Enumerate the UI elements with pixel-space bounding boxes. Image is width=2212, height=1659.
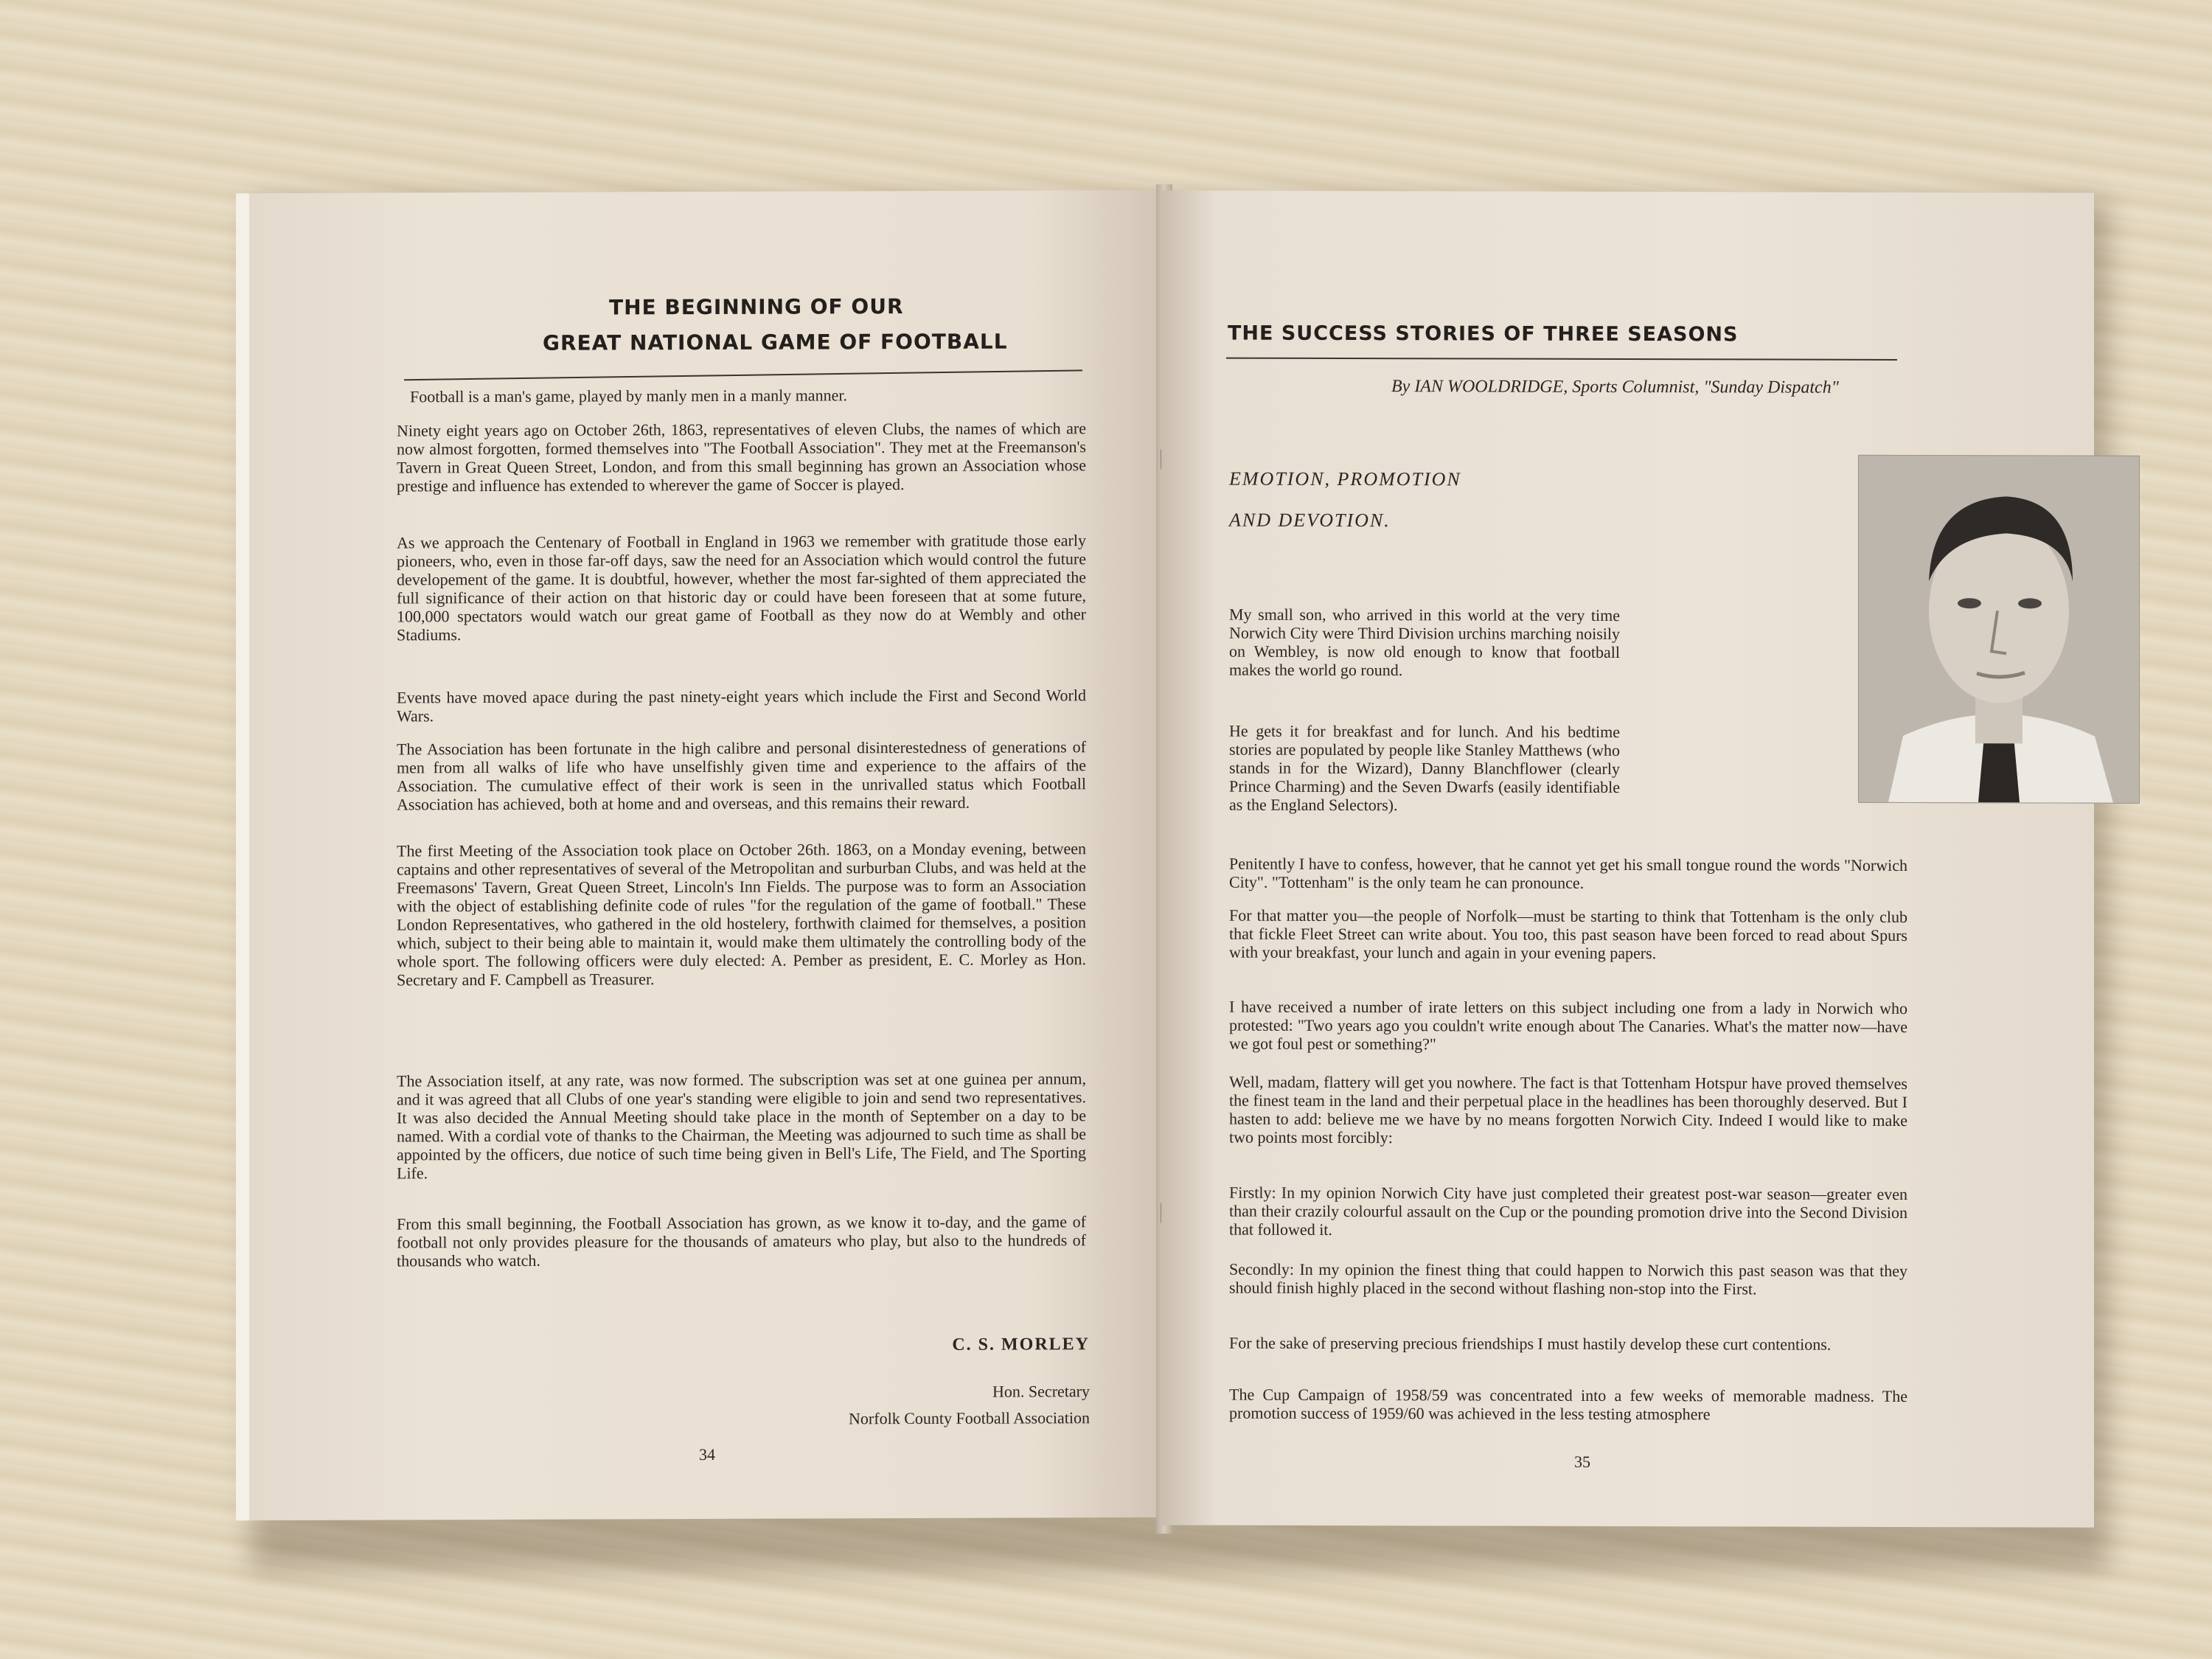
left-paragraph-8: From this small beginning, the Football Association has grown, as we know it to-day, and the game of football not only provides pleasure for the thousands of amateurs who play, but also to the hundreds of thousands who watch. — [397, 1212, 1086, 1270]
open-booklet — [236, 170, 2094, 1541]
right-paragraph-1: Penitently I have to confess, however, that he cannot yet get his small tongue round the words "Norwich City". "Tottenham" is the only team he can pronounce. — [1229, 854, 1907, 892]
left-page-number: 34 — [699, 1444, 715, 1464]
subhead-line2: AND DEVOTION. — [1229, 509, 1391, 532]
subhead-line1: EMOTION, PROMOTION — [1229, 467, 1461, 490]
left-paragraph-1: Football is a man's game, played by manly men in a manly manner. — [410, 386, 847, 406]
signature-name: C. S. MORLEY — [952, 1335, 1090, 1354]
signature-org: Norfolk County Football Association — [849, 1408, 1090, 1428]
left-paragraph-4: Events have moved apace during the past ninety-eight years which include the First and Second World Wars. — [397, 686, 1086, 726]
left-page — [236, 190, 1172, 1520]
left-paragraph-3: As we approach the Centenary of Football in England in 1963 we remember with gratitude those early pioneers, who, even in those far-off days, saw the need for an Association which would control the future developement of the game. It is doubtful, however, whether the most far-sighted of them appreciated the full significance of their action on that historic day or could have been foreseen that at some future, 100,000 spectators would watch our great game of Football as they now do at Wembly and other Stadiums. — [397, 531, 1086, 644]
byline: By IAN WOOLDRIDGE, Sports Columnist, "Sunday Dispatch" — [1391, 377, 1839, 397]
left-paragraph-2: Ninety eight years ago on October 26th, 1863, representatives of eleven Clubs, the names of which are now almost forgotten, formed themselves into "The Football Association". They met at the Freemanson's Tavern in Great Queen Street, London, and from this small beginning has grown an Association whose prestige and influence has extended to wherever the game of Soccer is played. — [397, 419, 1086, 495]
right-title-rule — [1226, 358, 1897, 361]
right-page — [1161, 190, 2094, 1527]
left-title-line1: THE BEGINNING OF OUR — [609, 294, 904, 320]
right-paragraph-5: Firstly: In my opinion Norwich City have just completed their greatest post-war season—greater even than their crazily colourful assault on the Cup or the pounding promotion drive into the Second Division that followed it. — [1229, 1183, 1907, 1239]
signature-role: Hon. Secretary — [992, 1382, 1090, 1401]
right-side-paragraph-1: My small son, who arrived in this world at the very time Norwich City were Third Division urchins marching noisily on Wembley, is now old enough to know that football makes the world go round. — [1229, 605, 1620, 680]
right-paragraph-6: Secondly: In my opinion the finest thing that could happen to Norwich this past season was that they should finish highly placed in the second without flashing non-stop into the First. — [1229, 1259, 1907, 1298]
right-paragraph-7: For the sake of preserving precious friendships I must hastily develop these curt contentions. — [1229, 1333, 1832, 1354]
left-title-rule — [404, 369, 1082, 380]
author-portrait-photo — [1858, 455, 2140, 804]
right-paragraph-2: For that matter you—the people of Norfolk—must be starting to think that Tottenham is the only club that fickle Fleet Street can write about. You too, this past season have been forced to read about Spurs with your breakfast, your lunch and again in your evening papers. — [1229, 905, 1907, 963]
right-title: THE SUCCESS STORIES OF THREE SEASONS — [1228, 321, 1739, 347]
right-paragraph-3: I have received a number of irate letters on this subject including one from a lady in Norwich who protested: "Two years ago you couldn't write enough about The Canaries. What's the matter now—have we got foul pest or something?" — [1229, 997, 1907, 1054]
left-title-line2: GREAT NATIONAL GAME OF FOOTBALL — [543, 329, 1008, 355]
right-page-number: 35 — [1574, 1452, 1590, 1471]
right-paragraph-8: The Cup Campaign of 1958/59 was concentrated into a few weeks of memorable madness. The promotion success of 1959/60 was achieved in the less testing atmosphere — [1229, 1385, 1907, 1424]
right-side-paragraph-2: He gets it for breakfast and for lunch. And his bedtime stories are populated by people like Stanley Matthews (who stands in for the Wizard), Danny Blanchflower (clearly Prince Charming) and the Seven Dwarfs (easily identifiable as the England Selectors). — [1229, 721, 1620, 815]
right-paragraph-4: Well, madam, flattery will get you nowhere. The fact is that Tottenham Hotspur have proved themselves the finest team in the land and their perpetual place in the headlines has been thoroughly deserved. But I hasten to add: believe me we have by no means forgotten Norwich City. Indeed I would like to make two points most forcibly: — [1229, 1072, 1907, 1147]
left-paragraph-5: The Association has been fortunate in the high calibre and personal disinterestedness of generations of men from all walks of life who have unselfishly given time and experience to the affairs of the Association. The cumulative effect of their work is seen in the unrivalled status which Football Association has achieved, both at home and and overseas, and this remains their reward. — [397, 737, 1086, 814]
left-paragraph-7: The Association itself, at any rate, was now formed. The subscription was set at one guinea per annum, and it was agreed that all Clubs of one year's standing were eligible to join and send two representatives. It was also decided the Annual Meeting should take place in the month of September on a day to be named. With a cordial vote of thanks to the Chairman, the Meeting was adjourned to such time as shall be appointed by the officers, due notice of such time being given in Bell's Life, The Field, and The Sporting Life. — [397, 1069, 1086, 1183]
portrait-image — [1859, 456, 2139, 803]
left-paragraph-6: The first Meeting of the Association took place on October 26th. 1863, on a Monday evening, between captains and other representatives of several of the Metropolitan and surburban Clubs, and was held at the Freemasons' Tavern, Great Queen Street, Lincoln's Inn Fields. The purpose was to form an Association with the object of establishing definite code of rules "for the regulation of the game of football." These London Representatives, who gathered in the old hostelery, forthwith claimed for themselves, a position which, subject to their being able to maintain it, would make them ultimately the controlling body of the whole sport. The following officers were duly elected: A. Pember as president, E. C. Morley as Hon. Secretary and F. Campbell as Treasurer. — [397, 839, 1086, 990]
